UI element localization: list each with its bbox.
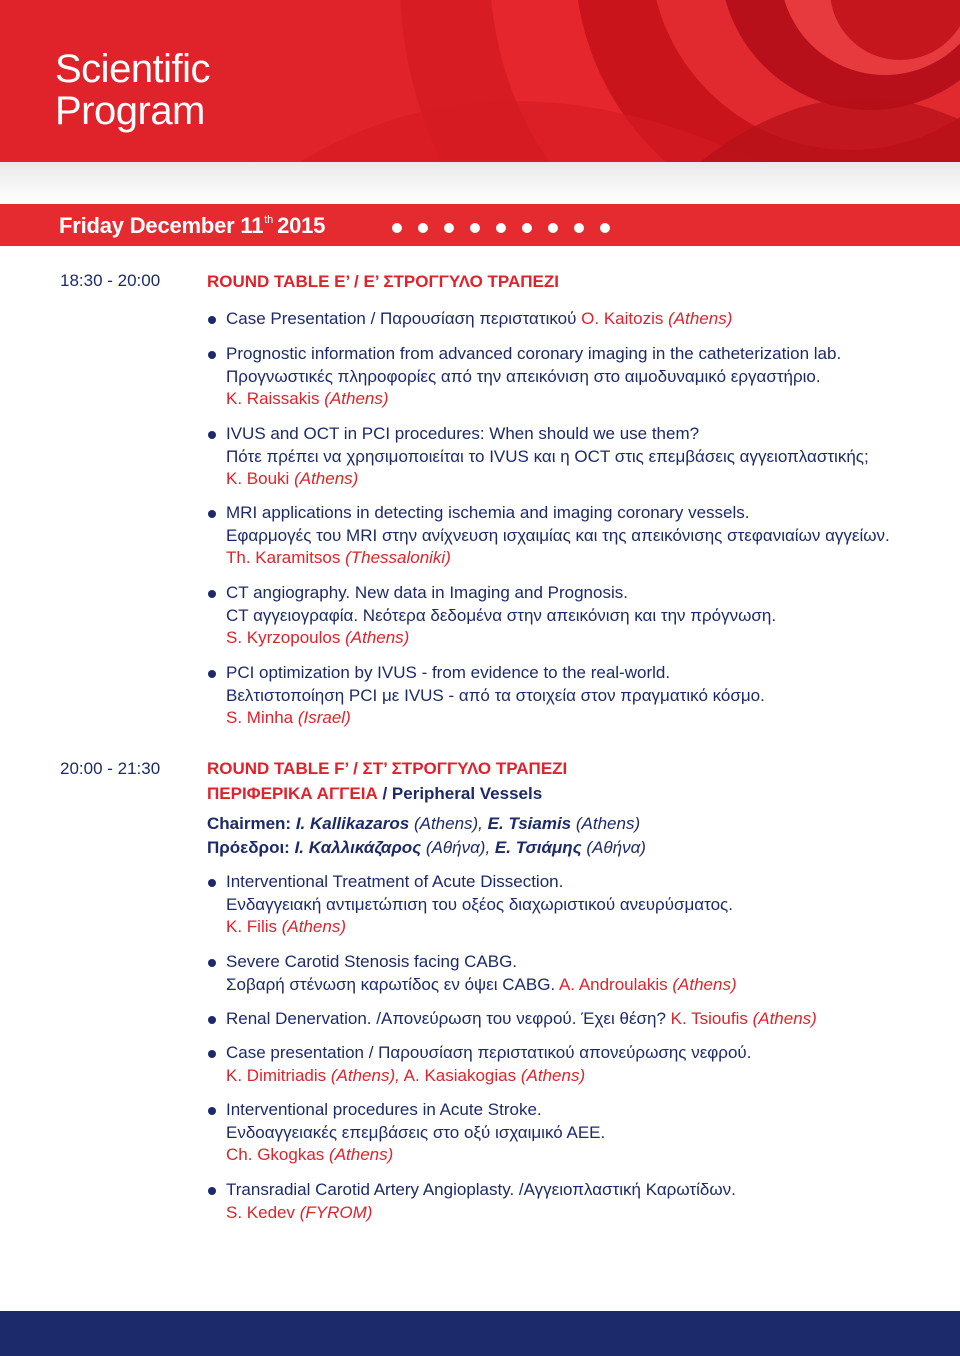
dot-icon	[522, 223, 532, 233]
dot-icon	[392, 223, 402, 233]
item-line-gr: Ενδαγγειακή αντιμετώπιση του οξέος διαχωριστικού ανευρύσματος.	[226, 894, 733, 914]
date-ordinal: th	[264, 214, 274, 226]
program-item	[208, 1008, 928, 1031]
bullet-icon	[208, 316, 216, 324]
program-item	[208, 308, 928, 331]
program-item	[208, 343, 928, 411]
dot-icon	[470, 223, 480, 233]
item-line-gr: Πότε πρέπει να χρησιμοποιείται το IVUS και η OCT στις επεμβάσεις αγγειοπλαστικής;	[226, 446, 869, 466]
date-prefix: Friday December 11	[59, 213, 264, 238]
page-title-line2: Program	[55, 89, 205, 133]
bullet-icon	[208, 590, 216, 598]
program-item	[208, 423, 928, 491]
bullet-icon	[208, 1016, 216, 1024]
decorative-dots	[392, 223, 626, 233]
speaker-name: K. Dimitriadis (Athens), A. Kasiakogias (Athens)	[226, 1065, 586, 1085]
bullet-icon	[208, 959, 216, 967]
bullet-icon	[208, 1107, 216, 1115]
item-line-gr: Ενδοαγγειακές επεμβάσεις στο οξύ ισχαιμικό ΑΕΕ.	[226, 1122, 606, 1142]
item-line-en: PCI optimization by IVUS - from evidence to the real-world.	[226, 663, 671, 682]
bullet-icon	[208, 351, 216, 359]
bullet-icon	[208, 879, 216, 887]
page-title-line1: Scientific	[55, 47, 211, 91]
session-subtitle: ΠΕΡΙΦΕΡΙΚΑ ΑΓΓΕΙΑ / Peripheral Vessels	[207, 784, 543, 803]
speaker-name: K. Bouki (Athens)	[226, 469, 359, 488]
speaker-name: K. Raissakis (Athens)	[226, 389, 389, 408]
bullet-icon	[208, 1050, 216, 1058]
program-item	[208, 871, 928, 939]
speaker-name: K. Tsioufis (Athens)	[670, 1009, 817, 1028]
item-line-en: Interventional Treatment of Acute Dissection.	[226, 872, 564, 891]
chairmen-gr: Πρόεδροι: I. Καλλικάζαρος (Αθήνα), E. Τσιάμης (Αθήνα)	[207, 838, 646, 857]
dot-icon	[418, 223, 428, 233]
speaker-name: A. Androulakis (Athens)	[558, 974, 737, 994]
speaker-name: S. Minha (Israel)	[226, 708, 351, 727]
item-line-en: Prognostic information from advanced coronary imaging in the catheterization lab.	[226, 344, 842, 363]
header-banner	[0, 0, 960, 162]
session-title: ROUND TABLE F’ / ΣΤ’ ΣΤΡΟΓΓΥΛΟ ΤΡΑΠΕΖΙ	[207, 759, 568, 778]
item-line: Case Presentation / Παρουσίαση περιστατικού O. Kaitozis (Athens)	[226, 309, 733, 328]
speaker-name: Ch. Gkogkas (Athens)	[226, 1145, 394, 1164]
item-line: Renal Denervation. /Απονεύρωση του νεφρού. Έχει θέση? K. Tsioufis (Athens)	[226, 1009, 817, 1028]
header-divider-band	[0, 162, 960, 204]
date-year: 2015	[277, 213, 326, 238]
program-item	[208, 582, 928, 650]
program-item	[208, 662, 928, 730]
item-line-gr: Βελτιστοποίηση PCI με IVUS - από τα στοιχεία στον πραγματικό κόσμο.	[226, 685, 765, 705]
chairmen-en: Chairmen: I. Kallikazaros (Athens), E. Tsiamis (Athens)	[207, 814, 641, 833]
session-time: 18:30 - 20:00	[60, 271, 161, 290]
item-line-gr: Προγνωστικές πληροφορίες από την απεικόνιση στο αιμοδυναμικό εργαστήριο.	[226, 366, 821, 386]
item-line-gr: Εφαρμογές του MRI στην ανίχνευση ισχαιμίας και της απεικόνισης στεφανιαίων αγγείων.	[226, 525, 890, 545]
speaker-name: Th. Karamitsos (Thessaloniki)	[226, 548, 451, 567]
bullet-icon	[208, 431, 216, 439]
item-line: Case presentation / Παρουσίαση περιστατικού απονεύρωσης νεφρού.	[226, 1043, 752, 1062]
dot-icon	[444, 223, 454, 233]
program-item	[208, 1099, 928, 1167]
footer-bar	[0, 1311, 960, 1356]
item-line-en: CT angiography. New data in Imaging and Prognosis.	[226, 583, 628, 602]
program-item	[208, 951, 928, 996]
item-line-en: IVUS and OCT in PCI procedures: When should we use them?	[226, 424, 700, 443]
item-line-en: Interventional procedures in Acute Stroke.	[226, 1100, 542, 1119]
program-item	[208, 502, 928, 570]
item-line-gr: CT αγγειογραφία. Νεότερα δεδομένα στην απεικόνιση και την πρόγνωση.	[226, 605, 777, 625]
date-bar	[0, 204, 960, 246]
item-line: Transradial Carotid Artery Angioplasty. /Αγγειοπλαστική Καρωτίδων.	[226, 1180, 736, 1199]
item-line-en: MRI applications in detecting ischemia and imaging coronary vessels.	[226, 503, 750, 522]
item-line-gr: Σοβαρή στένωση καρωτίδος εν όψει CABG. A. Androulakis (Athens)	[226, 974, 737, 994]
dot-icon	[496, 223, 506, 233]
bullet-icon	[208, 670, 216, 678]
program-item	[208, 1179, 928, 1224]
dot-icon	[548, 223, 558, 233]
speaker-name: S. Kyrzopoulos (Athens)	[226, 628, 410, 647]
speaker-name: K. Filis (Athens)	[226, 917, 346, 936]
speaker-name: O. Kaitozis (Athens)	[581, 309, 733, 328]
dot-icon	[600, 223, 610, 233]
item-line-en: Severe Carotid Stenosis facing CABG.	[226, 952, 518, 971]
page-title	[55, 48, 210, 132]
session-time: 20:00 - 21:30	[60, 759, 161, 778]
dot-icon	[574, 223, 584, 233]
session-title: ROUND TABLE E’ / Ε’ ΣΤΡΟΓΓΥΛΟ ΤΡΑΠΕΖΙ	[207, 272, 559, 291]
date-heading	[59, 213, 325, 239]
speaker-name: S. Kedev (FYROM)	[226, 1202, 373, 1222]
bullet-icon	[208, 1187, 216, 1195]
program-item	[208, 1042, 928, 1087]
bullet-icon	[208, 510, 216, 518]
